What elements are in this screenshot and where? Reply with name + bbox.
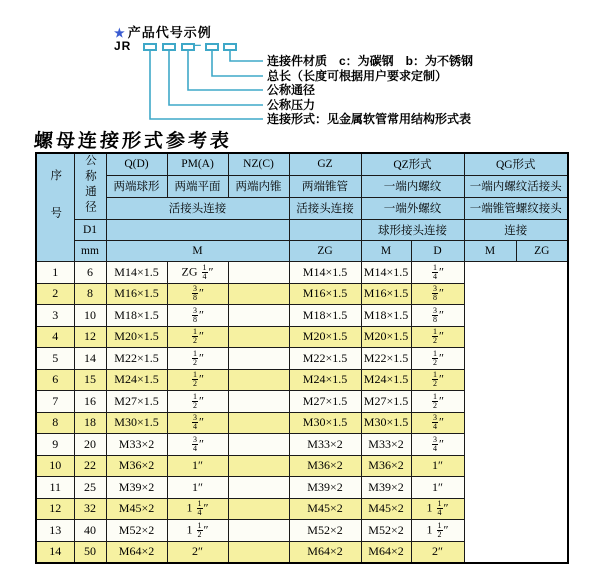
header-seq: 序号 (36, 153, 74, 262)
empty-cell (106, 220, 289, 241)
seq-cell: 4 (36, 326, 74, 348)
qz-d-cell: M20×1.5 (289, 326, 361, 348)
table-row (36, 348, 568, 370)
code-label-length: 总长（长度可根据用户要求定制） (267, 69, 448, 83)
qg-zg-cell: $\frac{3}{8}$ ″ (411, 283, 464, 305)
qg-m-cell: M14×1.5 (361, 262, 411, 284)
dn-mm-cell: 6 (74, 262, 106, 284)
header-qpmnz-unit: M (106, 241, 289, 262)
table-row (36, 498, 568, 520)
m-thread-cell: M33×2 (106, 434, 167, 456)
qg-m-cell: M39×2 (361, 477, 411, 499)
table-row (36, 477, 568, 499)
seq-cell: 2 (36, 283, 74, 305)
qg-m-cell: M20×1.5 (361, 326, 411, 348)
qz-m-cell (228, 283, 289, 305)
gz-zg-cell: $\frac{3}{8}$ ″ (167, 283, 228, 305)
code-label-connection: 连接形式：见金属软管常用结构形式表 (267, 112, 472, 126)
qg-m-cell: M36×2 (361, 455, 411, 477)
table-title: 螺母连接形式参考表 (33, 130, 233, 152)
gz-zg-cell: $\frac{1}{2}$ ″ (167, 326, 228, 348)
qz-m-cell (228, 520, 289, 542)
header-mm: mm (74, 241, 106, 262)
qg-m-cell: M22×1.5 (361, 348, 411, 370)
qz-m-cell (228, 498, 289, 520)
table-row (36, 412, 568, 434)
gz-zg-cell: 1″ (167, 455, 228, 477)
seq-cell: 9 (36, 434, 74, 456)
m-thread-cell: M36×2 (106, 455, 167, 477)
qg-m-cell: M64×2 (361, 541, 411, 563)
code-prefix: JR (114, 39, 132, 53)
table-row (36, 283, 568, 305)
table-row (36, 455, 568, 477)
dn-mm-cell: 32 (74, 498, 106, 520)
header-qg-end2: 一端锥管螺纹接头 (464, 197, 568, 219)
qg-zg-cell: $\frac{3}{4}$ ″ (411, 412, 464, 434)
header-gz-unit: ZG (289, 241, 361, 262)
table-row (36, 541, 568, 563)
m-thread-cell: M24×1.5 (106, 369, 167, 391)
star-icon: ★ (114, 26, 126, 40)
table-row (36, 520, 568, 542)
qz-m-cell (228, 477, 289, 499)
header-qg-unit-m: M (464, 241, 516, 262)
qg-m-cell: M16×1.5 (361, 283, 411, 305)
qg-zg-cell: $\frac{1}{2}$ ″ (411, 369, 464, 391)
m-thread-cell: M45×2 (106, 498, 167, 520)
qz-d-cell: M30×1.5 (289, 412, 361, 434)
header-qg-code: QG形式 (464, 153, 568, 175)
dn-mm-cell: 22 (74, 455, 106, 477)
qz-d-cell: M18×1.5 (289, 305, 361, 327)
table-body (36, 262, 568, 563)
qg-zg-cell: 2″ (411, 541, 464, 563)
code-dash: – (194, 37, 202, 52)
header-gz-code: GZ (289, 153, 361, 175)
qg-zg-cell: 1″ (411, 455, 464, 477)
dn-mm-cell: 40 (74, 520, 106, 542)
qg-zg-cell: 1 $\frac{1}{2}$ ″ (411, 520, 464, 542)
header-qz-conn: 球形接头连接 (361, 220, 464, 241)
table-row (36, 369, 568, 391)
qg-m-cell: M45×2 (361, 498, 411, 520)
gz-zg-cell: 1 $\frac{1}{4}$ ″ (167, 498, 228, 520)
gz-zg-cell: 1 $\frac{1}{2}$ ″ (167, 520, 228, 542)
qg-zg-cell: $\frac{1}{2}$ ″ (411, 391, 464, 413)
qz-d-cell: M27×1.5 (289, 391, 361, 413)
seq-cell: 10 (36, 455, 74, 477)
header-nz-code: NZ(C) (228, 153, 289, 175)
empty-cell (289, 220, 361, 241)
gz-zg-cell: $\frac{3}{8}$ ″ (167, 305, 228, 327)
header-qz-unit-m: M (361, 241, 411, 262)
m-thread-cell: M16×1.5 (106, 283, 167, 305)
header-qz-end1: 一端内螺纹 (361, 175, 464, 197)
qz-m-cell (228, 434, 289, 456)
seq-cell: 5 (36, 348, 74, 370)
dn-mm-cell: 50 (74, 541, 106, 563)
qz-d-cell: M45×2 (289, 498, 361, 520)
qg-m-cell: M52×2 (361, 520, 411, 542)
seq-cell: 14 (36, 541, 74, 563)
header-d1: D1 (74, 220, 106, 241)
gz-zg-cell: $\frac{1}{2}$ ″ (167, 348, 228, 370)
qz-m-cell (228, 412, 289, 434)
dn-mm-cell: 8 (74, 283, 106, 305)
table-row (36, 326, 568, 348)
m-thread-cell: M14×1.5 (106, 262, 167, 284)
gz-zg-cell: $\frac{1}{2}$ ″ (167, 391, 228, 413)
header-pm-ends: 两端平面 (167, 175, 228, 197)
header-qg-end1: 一端内螺纹活接头 (464, 175, 568, 197)
header-qg-unit-zg: ZG (516, 241, 568, 262)
qz-m-cell (228, 455, 289, 477)
header-qz-end2: 一端外螺纹 (361, 197, 464, 219)
table-header (36, 153, 568, 262)
qg-zg-cell: $\frac{3}{8}$ ″ (411, 305, 464, 327)
qz-d-cell: M36×2 (289, 455, 361, 477)
seq-cell: 13 (36, 520, 74, 542)
m-thread-cell: M30×1.5 (106, 412, 167, 434)
table-row (36, 305, 568, 327)
gz-zg-cell: $\frac{1}{2}$ ″ (167, 369, 228, 391)
header-qg-conn: 连接 (464, 220, 568, 241)
qz-m-cell (228, 262, 289, 284)
seq-cell: 11 (36, 477, 74, 499)
m-thread-cell: M22×1.5 (106, 348, 167, 370)
gz-zg-cell: $\frac{3}{4}$ ″ (167, 434, 228, 456)
qz-d-cell: M22×1.5 (289, 348, 361, 370)
qz-d-cell: M16×1.5 (289, 283, 361, 305)
header-q-code: Q(D) (106, 153, 167, 175)
diagram-heading-text: 产品代号示例 (127, 25, 212, 40)
m-thread-cell: M64×2 (106, 541, 167, 563)
qz-m-cell (228, 391, 289, 413)
dn-mm-cell: 12 (74, 326, 106, 348)
seq-cell: 6 (36, 369, 74, 391)
seq-cell: 8 (36, 412, 74, 434)
dn-mm-cell: 15 (74, 369, 106, 391)
qz-m-cell (228, 348, 289, 370)
header-qpmnz-conn: 活接头连接 (106, 197, 289, 219)
qz-d-cell: M64×2 (289, 541, 361, 563)
qz-d-cell: M39×2 (289, 477, 361, 499)
dn-mm-cell: 16 (74, 391, 106, 413)
gz-zg-cell: 2″ (167, 541, 228, 563)
dn-mm-cell: 10 (74, 305, 106, 327)
qg-zg-cell: 1 $\frac{1}{4}$ ″ (411, 498, 464, 520)
qz-m-cell (228, 305, 289, 327)
dn-mm-cell: 14 (74, 348, 106, 370)
qz-m-cell (228, 541, 289, 563)
code-label-pressure: 公称压力 (267, 98, 316, 112)
qg-m-cell: M33×2 (361, 434, 411, 456)
qz-d-cell: M14×1.5 (289, 262, 361, 284)
qz-m-cell (228, 369, 289, 391)
qg-m-cell: M24×1.5 (361, 369, 411, 391)
header-gz-conn: 活接头连接 (289, 197, 361, 219)
nut-connection-reference-table (35, 152, 569, 564)
qg-zg-cell: 1″ (411, 477, 464, 499)
header-dn: 公称通径 (74, 153, 106, 220)
table-row (36, 262, 568, 284)
dn-mm-cell: 20 (74, 434, 106, 456)
header-gz-ends: 两端锥管 (289, 175, 361, 197)
m-thread-cell: M27×1.5 (106, 391, 167, 413)
header-pm-code: PM(A) (167, 153, 228, 175)
qz-d-cell: M52×2 (289, 520, 361, 542)
m-thread-cell: M39×2 (106, 477, 167, 499)
header-qz-unit-d: D (411, 241, 464, 262)
dn-mm-cell: 25 (74, 477, 106, 499)
gz-zg-cell: 1″ (167, 477, 228, 499)
table-row (36, 391, 568, 413)
gz-zg-cell: $\frac{3}{4}$ ″ (167, 412, 228, 434)
m-thread-cell: M18×1.5 (106, 305, 167, 327)
header-nz-ends: 两端内锥 (228, 175, 289, 197)
qg-m-cell: M27×1.5 (361, 391, 411, 413)
header-qz-code: QZ形式 (361, 153, 464, 175)
qg-zg-cell: $\frac{1}{4}$ ″ (411, 262, 464, 284)
m-thread-cell: M20×1.5 (106, 326, 167, 348)
dn-mm-cell: 18 (74, 412, 106, 434)
seq-cell: 12 (36, 498, 74, 520)
table-row (36, 434, 568, 456)
qg-m-cell: M30×1.5 (361, 412, 411, 434)
seq-cell: 7 (36, 391, 74, 413)
seq-cell: 1 (36, 262, 74, 284)
qg-zg-cell: $\frac{3}{4}$ ″ (411, 434, 464, 456)
seq-cell: 3 (36, 305, 74, 327)
qz-d-cell: M24×1.5 (289, 369, 361, 391)
header-q-ends: 两端球形 (106, 175, 167, 197)
qg-zg-cell: $\frac{1}{2}$ ″ (411, 326, 464, 348)
m-thread-cell: M52×2 (106, 520, 167, 542)
qg-zg-cell: $\frac{1}{2}$ ″ (411, 348, 464, 370)
qz-d-cell: M33×2 (289, 434, 361, 456)
qg-m-cell: M18×1.5 (361, 305, 411, 327)
qz-m-cell (228, 326, 289, 348)
code-label-diameter: 公称通径 (267, 83, 316, 97)
gz-zg-cell: ZG $\frac{1}{4}$ ″ (167, 262, 228, 284)
code-label-material: 连接件材质 c：为碳钢 b：为不锈钢 (267, 54, 474, 68)
